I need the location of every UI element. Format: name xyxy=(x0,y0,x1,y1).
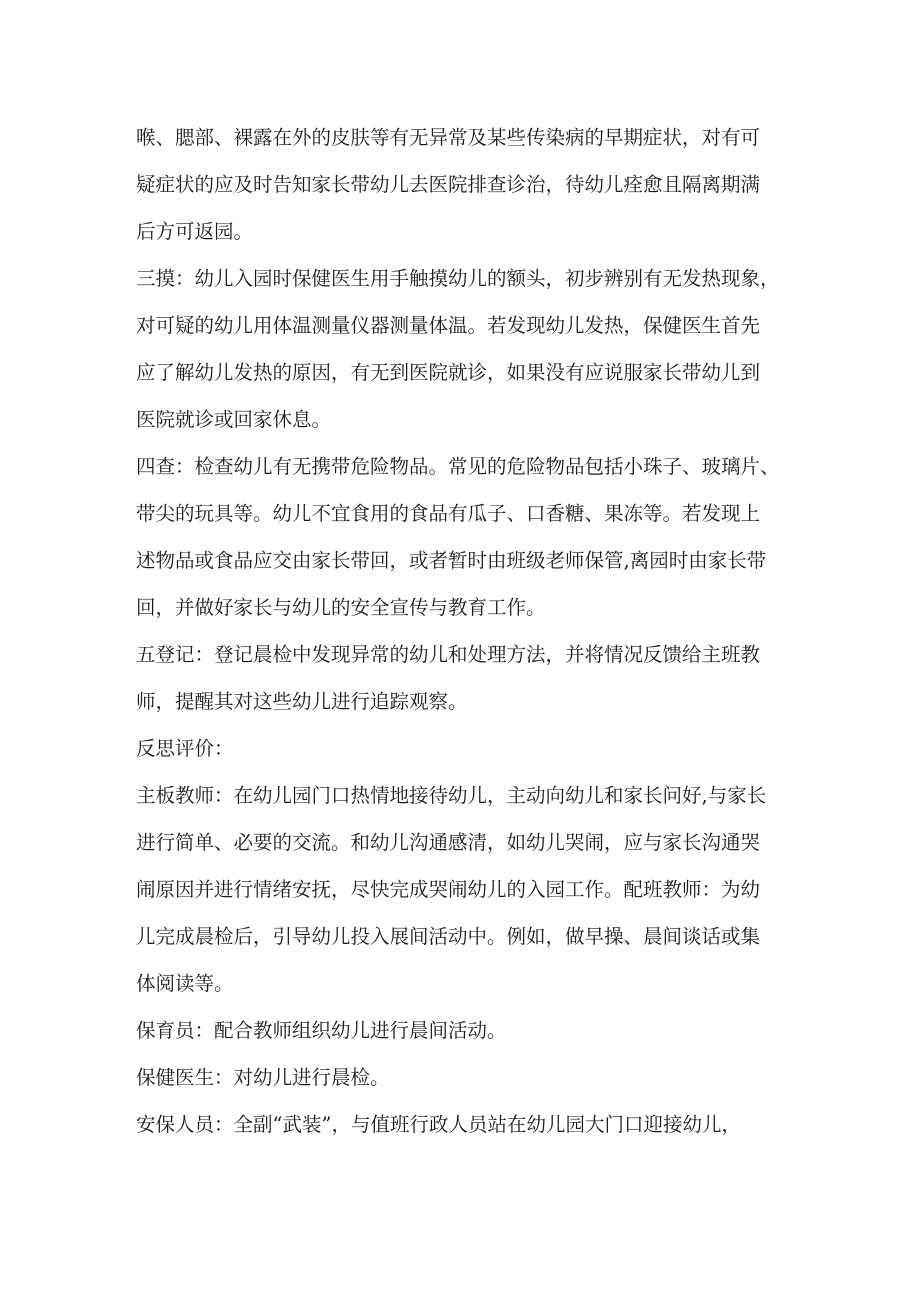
text-line: 儿完成晨检后，引导幼儿投入展间活动中。例如，做早操、晨间谈话或集 xyxy=(136,925,761,948)
text-line: 主板教师：在幼儿园门口热情地接待幼儿，主动向幼儿和家长问好,与家长 xyxy=(136,784,767,807)
text-line: 对可疑的幼儿用体温测量仪器测量体温。若发现幼儿发热，保健医生首先 xyxy=(136,314,761,337)
text-line: 四查：检查幼儿有无携带危险物品。常见的危险物品包括小珠子、玻璃片、 xyxy=(136,455,780,478)
text-line: 带尖的玩具等。幼儿不宜食用的食品有瓜子、口香糖、果冻等。若发现上 xyxy=(136,502,761,525)
text-line: 喉、腮部、裸露在外的皮肤等有无异常及某些传染病的早期症状，对有可 xyxy=(136,126,761,149)
paragraph-caregiver xyxy=(136,1007,836,1054)
text-line: 述物品或食品应交由家长带回，或者暂时由班级老师保管,离园时由家长带 xyxy=(136,549,767,572)
text-line: 闹原因并进行情绪安抚，尽快完成哭闹幼儿的入园工作。配班教师：为幼 xyxy=(136,878,761,901)
paragraph-security xyxy=(136,1101,836,1148)
text-line: 医院就诊或回家休息。 xyxy=(136,408,332,431)
text-line: 三摸：幼儿入园时保健医生用手触摸幼儿的额头，初步辨别有无发热现象， xyxy=(136,267,780,290)
section-heading: 反思评价： xyxy=(136,737,234,760)
paragraph-touch xyxy=(136,255,836,443)
text-line: 进行简单、必要的交流。和幼儿沟通感清，如幼儿哭闹，应与家长沟通哭 xyxy=(136,831,761,854)
text-line: 体阅读等。 xyxy=(136,972,234,995)
document-body xyxy=(136,114,836,1148)
text-line: 疑症状的应及时告知家长带幼儿去医院排查诊治，待幼儿痊愈且隔离期满 xyxy=(136,173,761,196)
text-line: 师，提醒其对这些幼儿进行追踪观察。 xyxy=(136,690,468,713)
reflection-heading xyxy=(136,725,836,772)
text-line: 安保人员：全副“武装”，与值班行政人员站在幼儿园大门口迎接幼儿， xyxy=(136,1113,741,1136)
text-line: 应了解幼儿发热的原因，有无到医院就诊，如果没有应说服家长带幼儿到 xyxy=(136,361,761,384)
paragraph-check xyxy=(136,443,836,631)
paragraph-register xyxy=(136,631,836,725)
text-line: 五登记：登记晨检中发现异常的幼儿和处理方法，并将情况反馈给主班教 xyxy=(136,643,761,666)
paragraph-continuation xyxy=(136,114,836,255)
text-line: 回，并做好家长与幼儿的安全宣传与教育工作。 xyxy=(136,596,546,619)
paragraph-head-teacher xyxy=(136,772,836,1007)
paragraph-doctor xyxy=(136,1054,836,1101)
text-line: 后方可返园。 xyxy=(136,220,254,243)
text-line: 保育员：配合教师组织幼儿进行晨间活动。 xyxy=(136,1019,507,1042)
text-line: 保健医生：对幼儿进行晨检。 xyxy=(136,1066,390,1089)
